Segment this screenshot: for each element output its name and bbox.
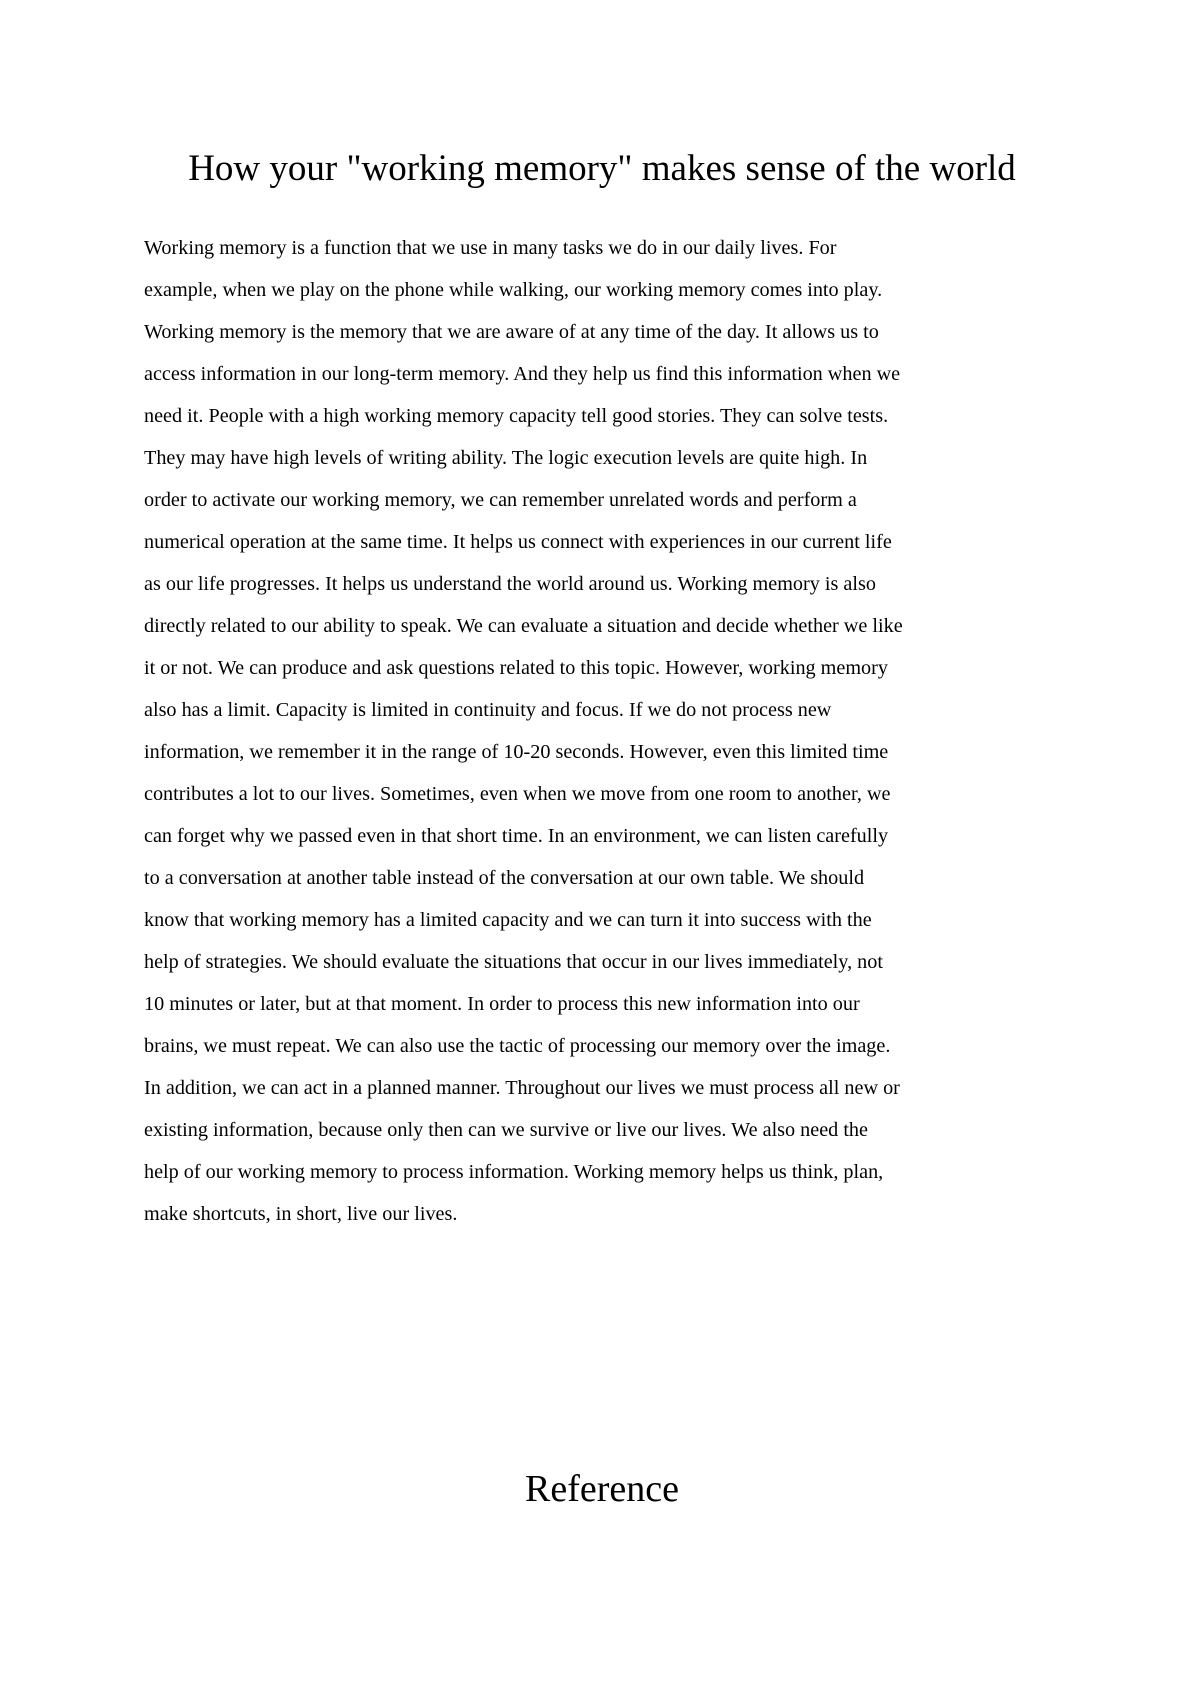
body-line: help of strategies. We should evaluate the situations that occur in our lives immediately, not: [144, 951, 883, 973]
body-line: In addition, we can act in a planned manner. Throughout our lives we must process all new or: [144, 1077, 900, 1099]
body-line: know that working memory has a limited capacity and we can turn it into success with the: [144, 909, 872, 931]
body-line: need it. People with a high working memory capacity tell good stories. They can solve tests.: [144, 405, 889, 427]
body-line: to a conversation at another table instead of the conversation at our own table. We should: [144, 867, 865, 889]
body-line: information, we remember it in the range of 10-20 seconds. However, even this limited time: [144, 741, 889, 763]
body-line: existing information, because only then can we survive or live our lives. We also need the: [144, 1119, 868, 1141]
body-line: example, when we play on the phone while walking, our working memory comes into play.: [144, 279, 883, 301]
body-line: Working memory is a function that we use in many tasks we do in our daily lives. For: [144, 237, 837, 259]
body-paragraph: [144, 227, 1062, 1235]
body-line: They may have high levels of writing ability. The logic execution levels are quite high. In: [144, 447, 868, 469]
reference-heading: Reference: [525, 1468, 679, 1510]
body-line: it or not. We can produce and ask questions related to this topic. However, working memory: [144, 657, 888, 679]
body-line: order to activate our working memory, we can remember unrelated words and perform a: [144, 489, 857, 511]
body-line: access information in our long-term memory. And they help us find this information when we: [144, 363, 901, 385]
body-line: as our life progresses. It helps us understand the world around us. Working memory is also: [144, 573, 876, 595]
body-line: contributes a lot to our lives. Sometimes, even when we move from one room to another, we: [144, 783, 891, 805]
body-line: help of our working memory to process information. Working memory helps us think, plan,: [144, 1161, 884, 1183]
body-line: also has a limit. Capacity is limited in continuity and focus. If we do not process new: [144, 699, 832, 721]
body-line: directly related to our ability to speak. We can evaluate a situation and decide whether we like: [144, 615, 903, 637]
body-line: numerical operation at the same time. It helps us connect with experiences in our current life: [144, 531, 892, 553]
body-line: can forget why we passed even in that short time. In an environment, we can listen carefully: [144, 825, 889, 847]
body-line: make shortcuts, in short, live our lives.: [144, 1203, 458, 1225]
body-line: brains, we must repeat. We can also use the tactic of processing our memory over the image.: [144, 1035, 891, 1057]
page-title: How your "working memory" makes sense of the world: [188, 148, 1016, 189]
body-line: Working memory is the memory that we are aware of at any time of the day. It allows us to: [144, 321, 879, 343]
body-line: 10 minutes or later, but at that moment. In order to process this new information into our: [144, 993, 860, 1015]
